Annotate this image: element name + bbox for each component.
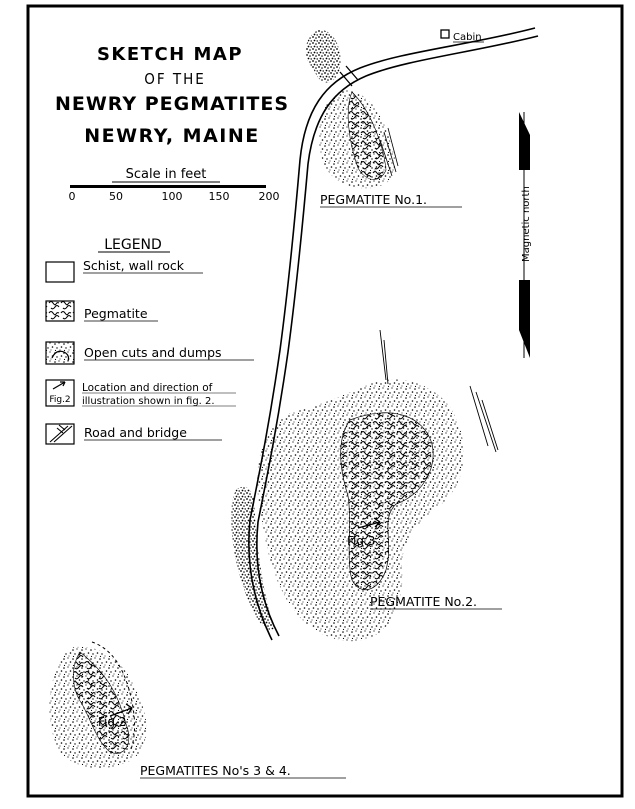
title-line-1: SKETCH MAP bbox=[96, 44, 244, 65]
title-block bbox=[55, 44, 289, 147]
legend-heading: LEGEND bbox=[104, 237, 162, 253]
legend-symbol-fig2-text: Fig.2 bbox=[49, 395, 71, 405]
fig3-label: Fig.3 bbox=[347, 534, 376, 548]
pegmatite-3-4-label: PEGMATITES No's 3 & 4. bbox=[140, 763, 291, 778]
title-line-3: NEWRY PEGMATITES bbox=[54, 93, 290, 115]
pegmatite-3-4-area bbox=[49, 642, 146, 768]
legend-label-pegmatite: Pegmatite bbox=[84, 306, 148, 321]
scale-bar-graphic bbox=[70, 185, 266, 188]
legend-label-open-cuts: Open cuts and dumps bbox=[84, 345, 222, 360]
pegmatite-1-label: PEGMATITE No.1. bbox=[320, 192, 427, 207]
scale-tick-200: 200 bbox=[258, 190, 280, 203]
legend bbox=[46, 237, 254, 444]
legend-label-schist: Schist, wall rock bbox=[83, 258, 184, 273]
cabin-symbol bbox=[441, 30, 449, 38]
legend-symbol-schist bbox=[46, 262, 74, 282]
fig2-label: Fig.2 bbox=[98, 715, 127, 729]
legend-label-fig-location-1: Location and direction of bbox=[82, 382, 213, 394]
scale-label: Scale in feet bbox=[125, 167, 207, 182]
legend-symbol-open-cuts bbox=[46, 342, 74, 364]
scale-tick-150: 150 bbox=[208, 190, 230, 203]
scale-tick-50: 50 bbox=[109, 190, 123, 203]
title-line-2: OF THE bbox=[144, 70, 206, 88]
north-label: Magnetic north bbox=[521, 186, 532, 262]
legend-label-fig-location-2: illustration shown in fig. 2. bbox=[82, 396, 215, 407]
title-line-4: NEWRY, MAINE bbox=[84, 125, 260, 147]
scale-tick-100: 100 bbox=[161, 190, 183, 203]
scale-tick-0: 0 bbox=[68, 190, 76, 203]
legend-label-road: Road and bridge bbox=[84, 425, 187, 440]
pegmatite-2-label: PEGMATITE No.2. bbox=[370, 594, 477, 609]
legend-symbol-road bbox=[46, 424, 74, 444]
bridge-mark bbox=[340, 66, 358, 86]
cabin-label: Cabin bbox=[453, 32, 482, 43]
legend-symbol-pegmatite bbox=[46, 301, 74, 321]
north-arrow bbox=[519, 112, 532, 358]
pegmatite-1-area bbox=[306, 30, 398, 188]
dump-1-top bbox=[306, 30, 341, 83]
scale-bar bbox=[69, 167, 280, 203]
